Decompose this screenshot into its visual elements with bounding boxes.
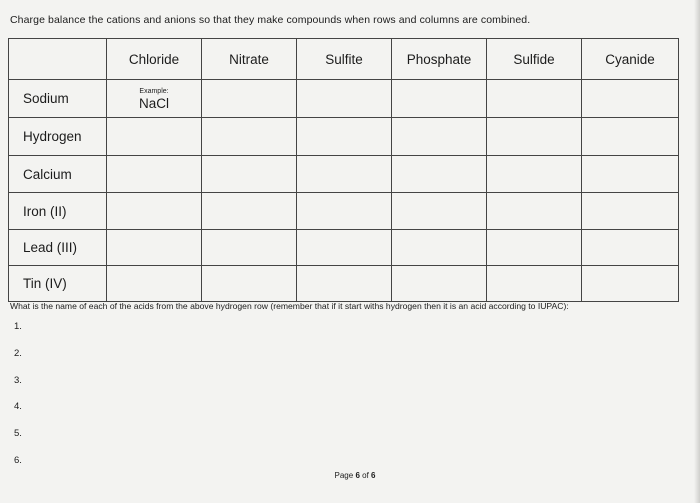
row-header-sodium: Sodium bbox=[9, 80, 107, 118]
answer-line-5: 5. bbox=[14, 428, 22, 440]
answer-cell[interactable] bbox=[202, 118, 297, 156]
table-row-iron-ii bbox=[9, 193, 679, 230]
answer-cell[interactable] bbox=[582, 193, 679, 230]
page-number: 6 bbox=[355, 471, 360, 480]
column-header-chloride: Chloride bbox=[107, 39, 202, 80]
answer-cell[interactable] bbox=[297, 80, 392, 118]
example-label: Example: bbox=[139, 87, 169, 95]
page-total: 6 bbox=[371, 471, 376, 480]
answer-cell[interactable] bbox=[202, 156, 297, 193]
answer-cell[interactable] bbox=[297, 156, 392, 193]
row-header-calcium: Calcium bbox=[9, 156, 107, 193]
acid-naming-question: What is the name of each of the acids from the above hydrogen row (remember that if it start withs hydrogen then it is an acid according to IUPAC): bbox=[10, 301, 569, 311]
answer-cell[interactable] bbox=[487, 156, 582, 193]
answer-cell[interactable] bbox=[297, 118, 392, 156]
answer-cell[interactable] bbox=[392, 193, 487, 230]
answer-cell[interactable] bbox=[202, 266, 297, 302]
instructions-text: Charge balance the cations and anions so that they make compounds when rows and columns are combined. bbox=[10, 14, 531, 26]
answer-cell[interactable] bbox=[487, 230, 582, 266]
column-header-sulfite: Sulfite bbox=[297, 39, 392, 80]
answer-cell[interactable] bbox=[107, 193, 202, 230]
answer-cell[interactable] bbox=[582, 266, 679, 302]
row-header-lead-iii: Lead (III) bbox=[9, 230, 107, 266]
answer-cell[interactable] bbox=[487, 118, 582, 156]
table-row-sodium bbox=[9, 80, 679, 118]
page-footer bbox=[0, 471, 700, 480]
column-header-nitrate: Nitrate bbox=[202, 39, 297, 80]
answer-cell[interactable] bbox=[297, 230, 392, 266]
page-edge-shadow bbox=[694, 0, 700, 503]
table-row-calcium bbox=[9, 156, 679, 193]
answer-line-2: 2. bbox=[14, 347, 22, 359]
row-header-iron-ii: Iron (II) bbox=[9, 193, 107, 230]
answer-cell[interactable] bbox=[582, 80, 679, 118]
example-cell bbox=[107, 80, 202, 118]
header-row bbox=[9, 39, 679, 80]
answer-line-3: 3. bbox=[14, 374, 22, 386]
answer-cell[interactable] bbox=[107, 118, 202, 156]
table-row-hydrogen bbox=[9, 118, 679, 156]
answer-cell[interactable] bbox=[107, 156, 202, 193]
answer-cell[interactable] bbox=[582, 156, 679, 193]
row-header-tin-iv: Tin (IV) bbox=[9, 266, 107, 302]
answer-cell[interactable] bbox=[487, 266, 582, 302]
row-header-hydrogen: Hydrogen bbox=[9, 118, 107, 156]
answer-cell[interactable] bbox=[487, 193, 582, 230]
page-of-label: of bbox=[362, 471, 369, 480]
answer-cell[interactable] bbox=[202, 193, 297, 230]
answer-line-6: 6. bbox=[14, 454, 22, 466]
answer-cell[interactable] bbox=[202, 230, 297, 266]
answer-cell[interactable] bbox=[107, 230, 202, 266]
answer-cell[interactable] bbox=[582, 118, 679, 156]
answer-cell[interactable] bbox=[297, 193, 392, 230]
table-row-lead-iii bbox=[9, 230, 679, 266]
answer-cell[interactable] bbox=[392, 80, 487, 118]
corner-cell bbox=[9, 39, 107, 80]
column-header-sulfide: Sulfide bbox=[487, 39, 582, 80]
answer-cell[interactable] bbox=[392, 156, 487, 193]
answer-line-1: 1. bbox=[14, 321, 22, 332]
example-value: NaCl bbox=[138, 95, 169, 111]
answer-cell[interactable] bbox=[582, 230, 679, 266]
compound-table bbox=[8, 38, 679, 302]
answer-cell[interactable] bbox=[202, 80, 297, 118]
answer-cell[interactable] bbox=[392, 266, 487, 302]
answer-cell[interactable] bbox=[487, 80, 582, 118]
column-header-cyanide: Cyanide bbox=[582, 39, 679, 80]
answer-cell[interactable] bbox=[107, 266, 202, 302]
answer-line-4: 4. bbox=[14, 401, 22, 413]
page-label: Page bbox=[334, 471, 354, 480]
answer-cell[interactable] bbox=[392, 230, 487, 266]
answer-list bbox=[14, 322, 22, 483]
answer-cell[interactable] bbox=[297, 266, 392, 302]
table-row-tin-iv bbox=[9, 266, 679, 302]
column-header-phosphate: Phosphate bbox=[392, 39, 487, 80]
answer-cell[interactable] bbox=[392, 118, 487, 156]
